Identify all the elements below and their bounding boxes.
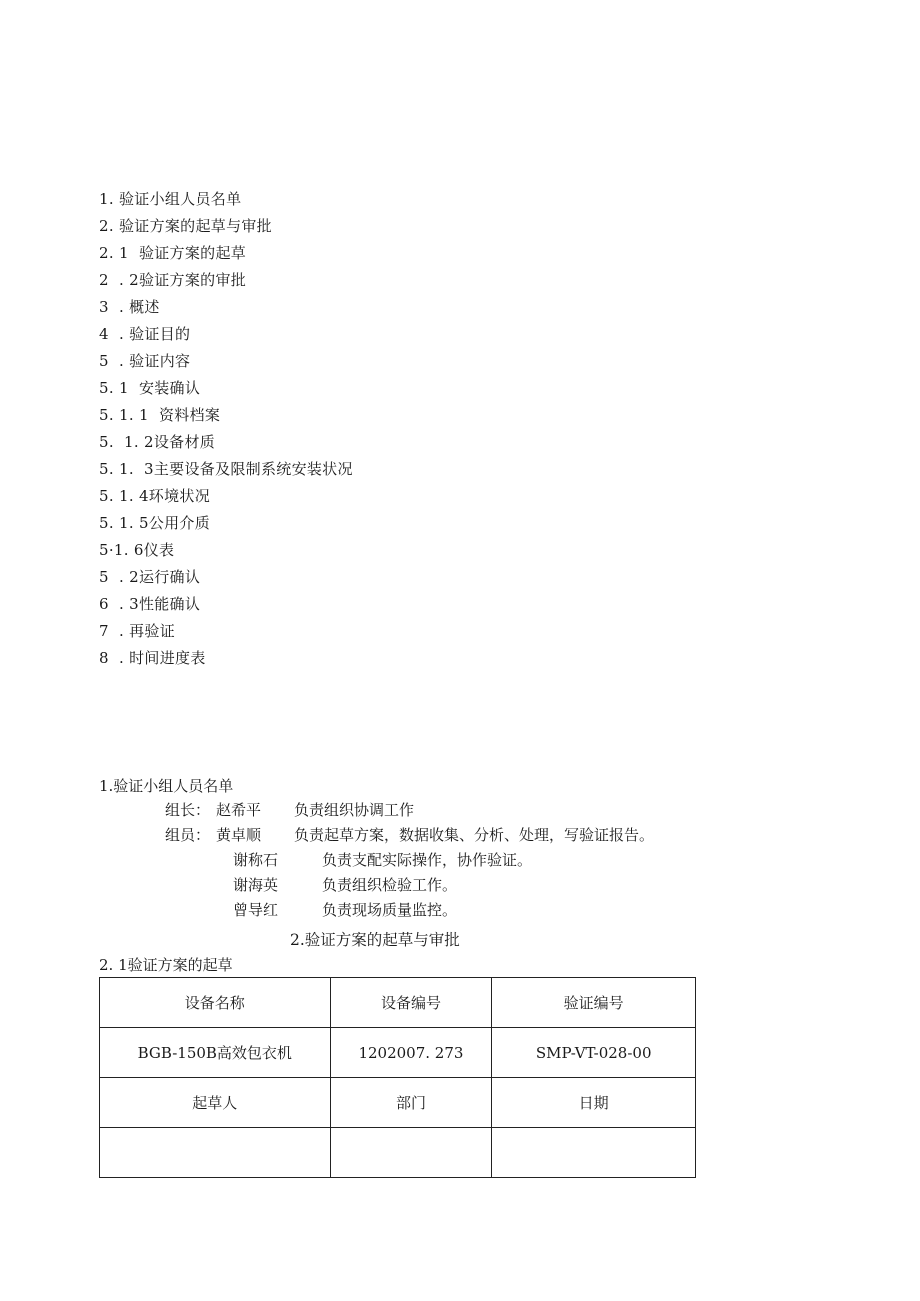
table-cell: 1202007. 273 bbox=[330, 1028, 492, 1078]
table-row bbox=[100, 1128, 696, 1178]
member-name: 曾导红 bbox=[233, 901, 279, 919]
member-duty: 负责起草方案，数据收集、分析、处理，写验证报告。 bbox=[294, 826, 655, 844]
section2-subtitle: 2. 1验证方案的起草 bbox=[99, 956, 233, 974]
toc-item: 5 . 验证内容 bbox=[99, 352, 191, 370]
table-header-cell: 部门 bbox=[330, 1078, 492, 1128]
toc-item: 5·1. 6仪表 bbox=[99, 541, 175, 559]
table-row bbox=[100, 1078, 696, 1128]
toc-item: 5. 1. 1 资料档案 bbox=[99, 406, 221, 424]
toc-item: 5. 1. 5公用介质 bbox=[99, 514, 211, 532]
table-cell-empty bbox=[100, 1128, 331, 1178]
table-header-cell: 设备名称 bbox=[100, 978, 331, 1028]
table-row bbox=[100, 1028, 696, 1078]
toc-item: 4 . 验证目的 bbox=[99, 325, 191, 343]
toc-item: 7 . 再验证 bbox=[99, 622, 176, 640]
toc-item: 2. 1 验证方案的起草 bbox=[99, 244, 247, 262]
section2-title: 2.验证方案的起草与审批 bbox=[290, 931, 460, 949]
leader-name: 赵希平 bbox=[216, 801, 262, 819]
member-duty: 负责支配实际操作，协作验证。 bbox=[322, 851, 533, 869]
member-name: 谢海英 bbox=[233, 876, 279, 894]
table-cell-empty bbox=[492, 1128, 696, 1178]
leader-label: 组长： bbox=[165, 801, 211, 819]
member-duty: 负责组织检验工作。 bbox=[322, 876, 458, 894]
toc-item: 2. 验证方案的起草与审批 bbox=[99, 217, 272, 235]
member-label: 组员： bbox=[165, 826, 211, 844]
table-of-contents bbox=[99, 186, 353, 672]
table-cell: BGB-150B高效包衣机 bbox=[100, 1028, 331, 1078]
toc-item: 5. 1. 4环境状况 bbox=[99, 487, 211, 505]
table-cell-empty bbox=[330, 1128, 492, 1178]
toc-item: 8 . 时间进度表 bbox=[99, 649, 206, 667]
toc-item: 5. 1. 2设备材质 bbox=[99, 433, 216, 451]
table-header-cell: 设备编号 bbox=[330, 978, 492, 1028]
toc-item: 5 . 2运行确认 bbox=[99, 568, 201, 586]
toc-item: 3 . 概述 bbox=[99, 298, 160, 316]
section1-title: 1.验证小组人员名单 bbox=[99, 777, 234, 795]
toc-item: 1. 验证小组人员名单 bbox=[99, 190, 242, 208]
member-duty: 负责现场质量监控。 bbox=[322, 901, 458, 919]
member-name: 黄卓顺 bbox=[216, 826, 262, 844]
table-header-cell: 日期 bbox=[492, 1078, 696, 1128]
toc-item: 6 . 3性能确认 bbox=[99, 595, 201, 613]
toc-item: 5. 1. 3主要设备及限制系统安装状况 bbox=[99, 460, 353, 478]
toc-item: 5. 1 安装确认 bbox=[99, 379, 201, 397]
table-header-cell: 验证编号 bbox=[492, 978, 696, 1028]
toc-item: 2 . 2验证方案的审批 bbox=[99, 271, 247, 289]
member-name: 谢称石 bbox=[233, 851, 279, 869]
table-cell: SMP-VT-028-00 bbox=[492, 1028, 696, 1078]
table-row bbox=[100, 978, 696, 1028]
table-header-cell: 起草人 bbox=[100, 1078, 331, 1128]
leader-duty: 负责组织协调工作 bbox=[294, 801, 415, 819]
equipment-table bbox=[99, 977, 696, 1178]
